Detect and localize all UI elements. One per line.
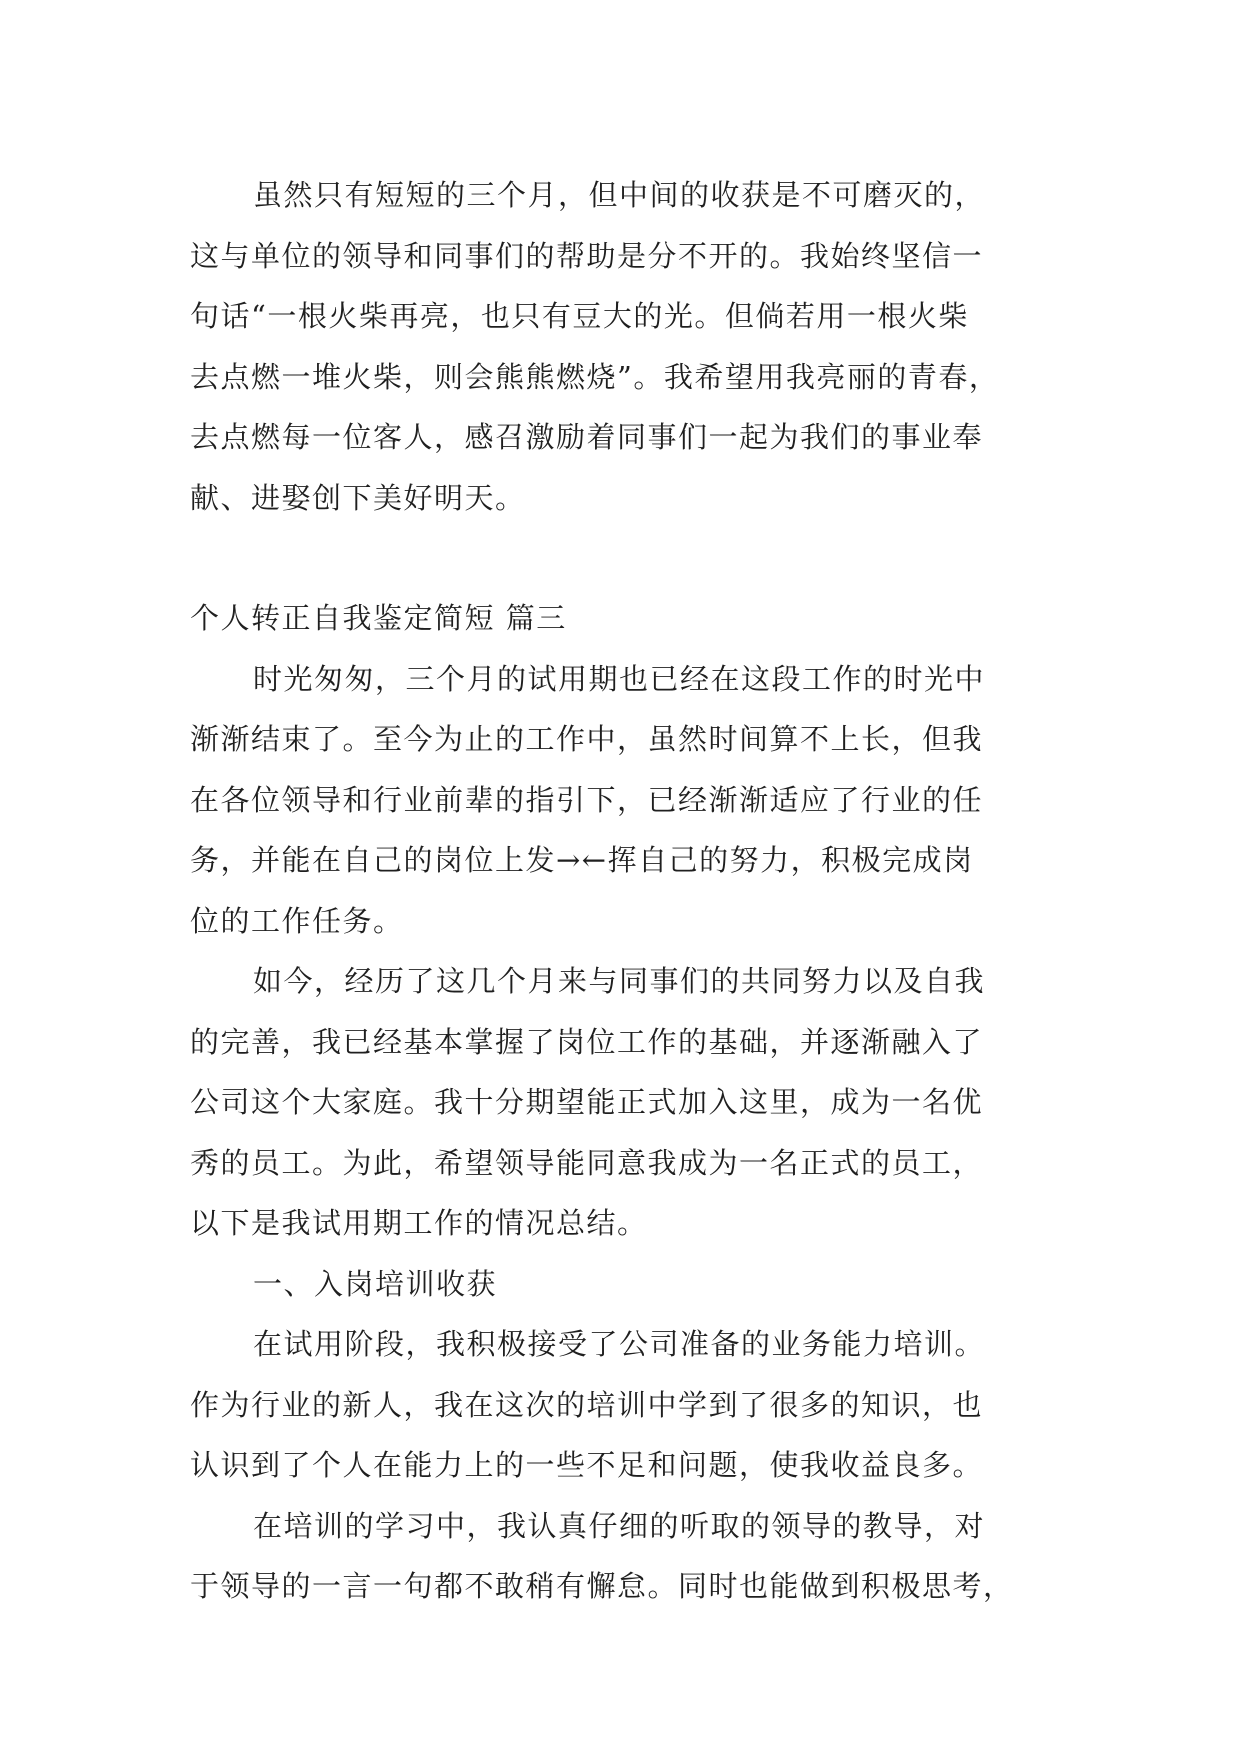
text-line: 如今，经历了这几个月来与同事们的共同努力以及自我: [253, 964, 986, 998]
document-body: [190, 165, 1060, 1617]
text-line: 在试用阶段，我积极接受了公司准备的业务能力培训。: [253, 1327, 986, 1361]
text-line: 在各位领导和行业前辈的指引下，已经渐渐适应了行业的任: [190, 782, 984, 817]
text-line: 这与单位的领导和同事们的帮助是分不开的。我始终坚信一: [190, 238, 984, 273]
text-line: 作为行业的新人，我在这次的培训中学到了很多的知识，也: [190, 1387, 984, 1422]
subsection-heading: 一、入岗培训收获: [253, 1266, 498, 1301]
paragraph-5: [190, 1496, 1060, 1617]
text-line: 秀的员工。为此，希望领导能同意我成为一名正式的员工，: [190, 1145, 984, 1180]
text-line: 去点燃每一位客人，感召激励着同事们一起为我们的事业奉: [190, 420, 984, 454]
text-line: 渐渐结束了。至今为止的工作中，虽然时间算不上长，但我: [190, 722, 984, 756]
text-line: 位的工作任务。: [190, 903, 404, 938]
text-line: 在培训的学习中，我认真仔细的听取的领导的教导，对: [253, 1508, 986, 1543]
text-line: 的完善，我已经基本掌握了岗位工作的基础，并逐渐融入了: [190, 1024, 984, 1059]
text-line: 虽然只有短短的三个月，但中间的收获是不可磨灭的，: [253, 178, 986, 212]
text-line: 以下是我试用期工作的情况总结。: [190, 1206, 648, 1240]
paragraph-1: [190, 165, 1060, 528]
text-line: 去点燃一堆火柴，则会熊熊燃烧”。我希望用我亮丽的青春，: [190, 359, 1000, 394]
text-line: 务，并能在自己的岗位上发→←挥自己的努力，积极完成岗: [190, 843, 974, 877]
text-line: 献、进娶创下美好明天。: [190, 480, 526, 515]
text-line: 时光匆匆，三个月的试用期也已经在这段工作的时光中: [253, 661, 986, 696]
text-line: 认识到了个人在能力上的一些不足和问题，使我收益良多。: [190, 1448, 984, 1482]
text-line: 于领导的一言一句都不敢稍有懈怠。同时也能做到积极思考，: [190, 1569, 1014, 1603]
text-line: 句话“一根火柴再亮，也只有豆大的光。但倘若用一根火柴: [190, 299, 969, 333]
paragraph-2: [190, 649, 1060, 952]
section-heading: 个人转正自我鉴定简短 篇三: [190, 601, 567, 635]
text-line: 公司这个大家庭。我十分期望能正式加入这里，成为一名优: [190, 1085, 984, 1119]
paragraph-4: [190, 1314, 1060, 1496]
section-gap: [190, 528, 1060, 588]
paragraph-3: [190, 951, 1060, 1254]
